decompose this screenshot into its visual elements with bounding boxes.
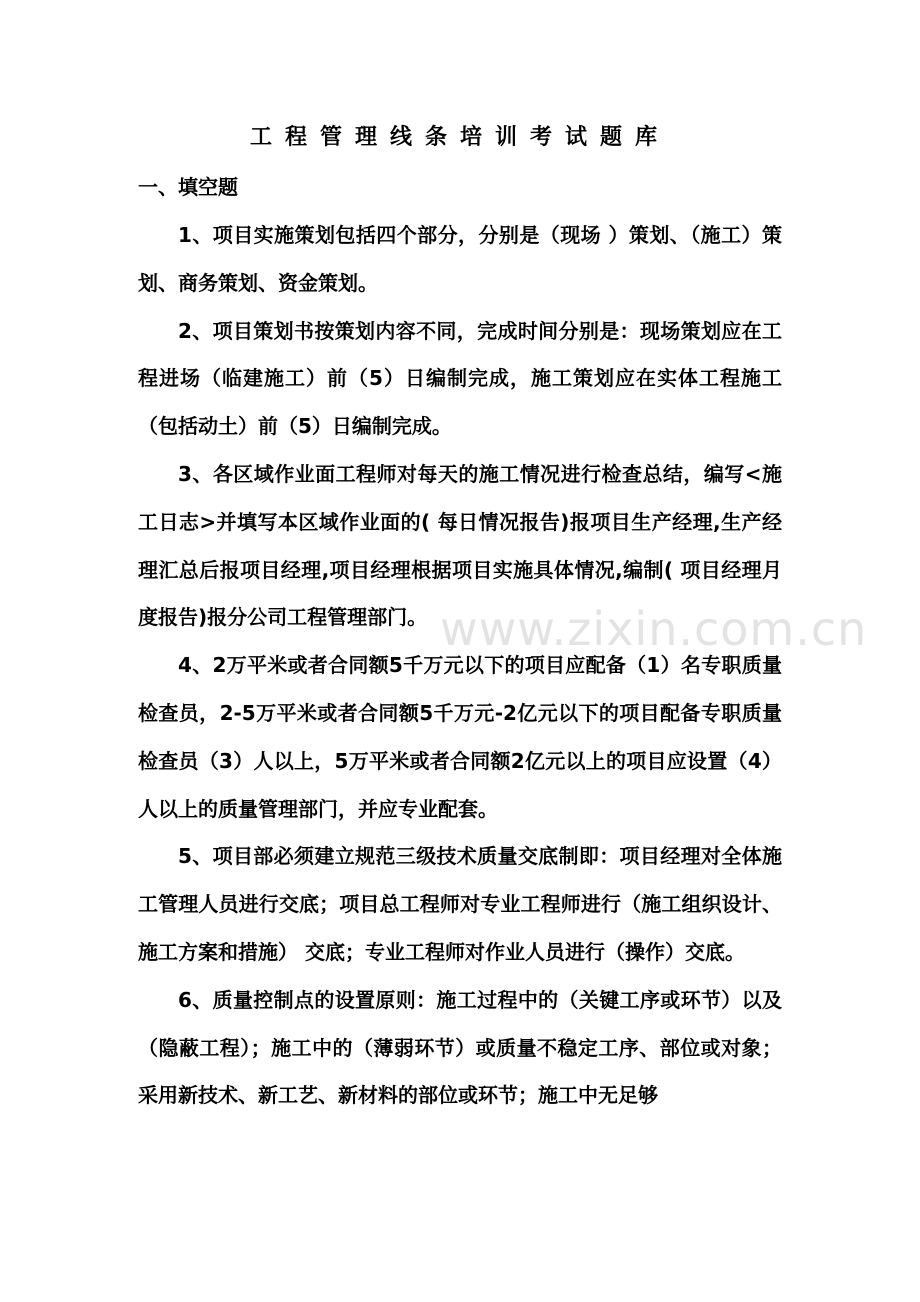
body-text [138, 212, 782, 1120]
question-paragraph-4: 4、2万平米或者合同额5千万元以下的项目应配备（1）名专职质量检查员，2-5万平米或者合同额5千万元-2亿元以下的项目配备专职质量检查员（3）人以上，5万平米或者合同额2亿元以上的项目应设置（4）人以上的质量管理部门，并应专业配套。 [138, 653, 782, 821]
document-title: 工程管理线条培训考试题库 [249, 125, 670, 150]
question-paragraph-2: 2、项目策划书按策划内容不同，完成时间分别是：现场策划应在工程进场（临建施工）前（5）日编制完成，施工策划应在实体工程施工（包括动土）前（5）日编制完成。 [138, 318, 782, 439]
watermark: www.zixin.com.cn [440, 602, 868, 656]
question-paragraph-1: 1、项目实施策划包括四个部分，分别是（现场 ）策划、（施工）策划、商务策划、资金策划。 [138, 223, 782, 295]
question-paragraph-6: 6、质量控制点的设置原则：施工过程中的（关键工序或环节）以及（隐蔽工程）；施工中的（薄弱环节）或质量不稳定工序、部位或对象；采用新技术、新工艺、新材料的部位或环节；施工中无足够 [138, 987, 782, 1108]
question-paragraph-5: 5、项目部必须建立规范三级技术质量交底制即：项目经理对全体施工管理人员进行交底；项目总工程师对专业工程师进行（施工组织设计、施工方案和措施） 交底；专业工程师对作业人员进行（操作）交底。 [138, 844, 782, 964]
section-heading: 一、填空题 [138, 175, 238, 199]
question-paragraph-3: 3、各区域作业面工程师对每天的施工情况进行检查总结，编写<施工日志>并填写本区域作业面的( 每日情况报告)报项目生产经理,生产经理汇总后报项目经理,项目经理根据项目实施具体情况,编制( 项目经理月度报告)报分公司工程管理部门。 [138, 461, 782, 630]
